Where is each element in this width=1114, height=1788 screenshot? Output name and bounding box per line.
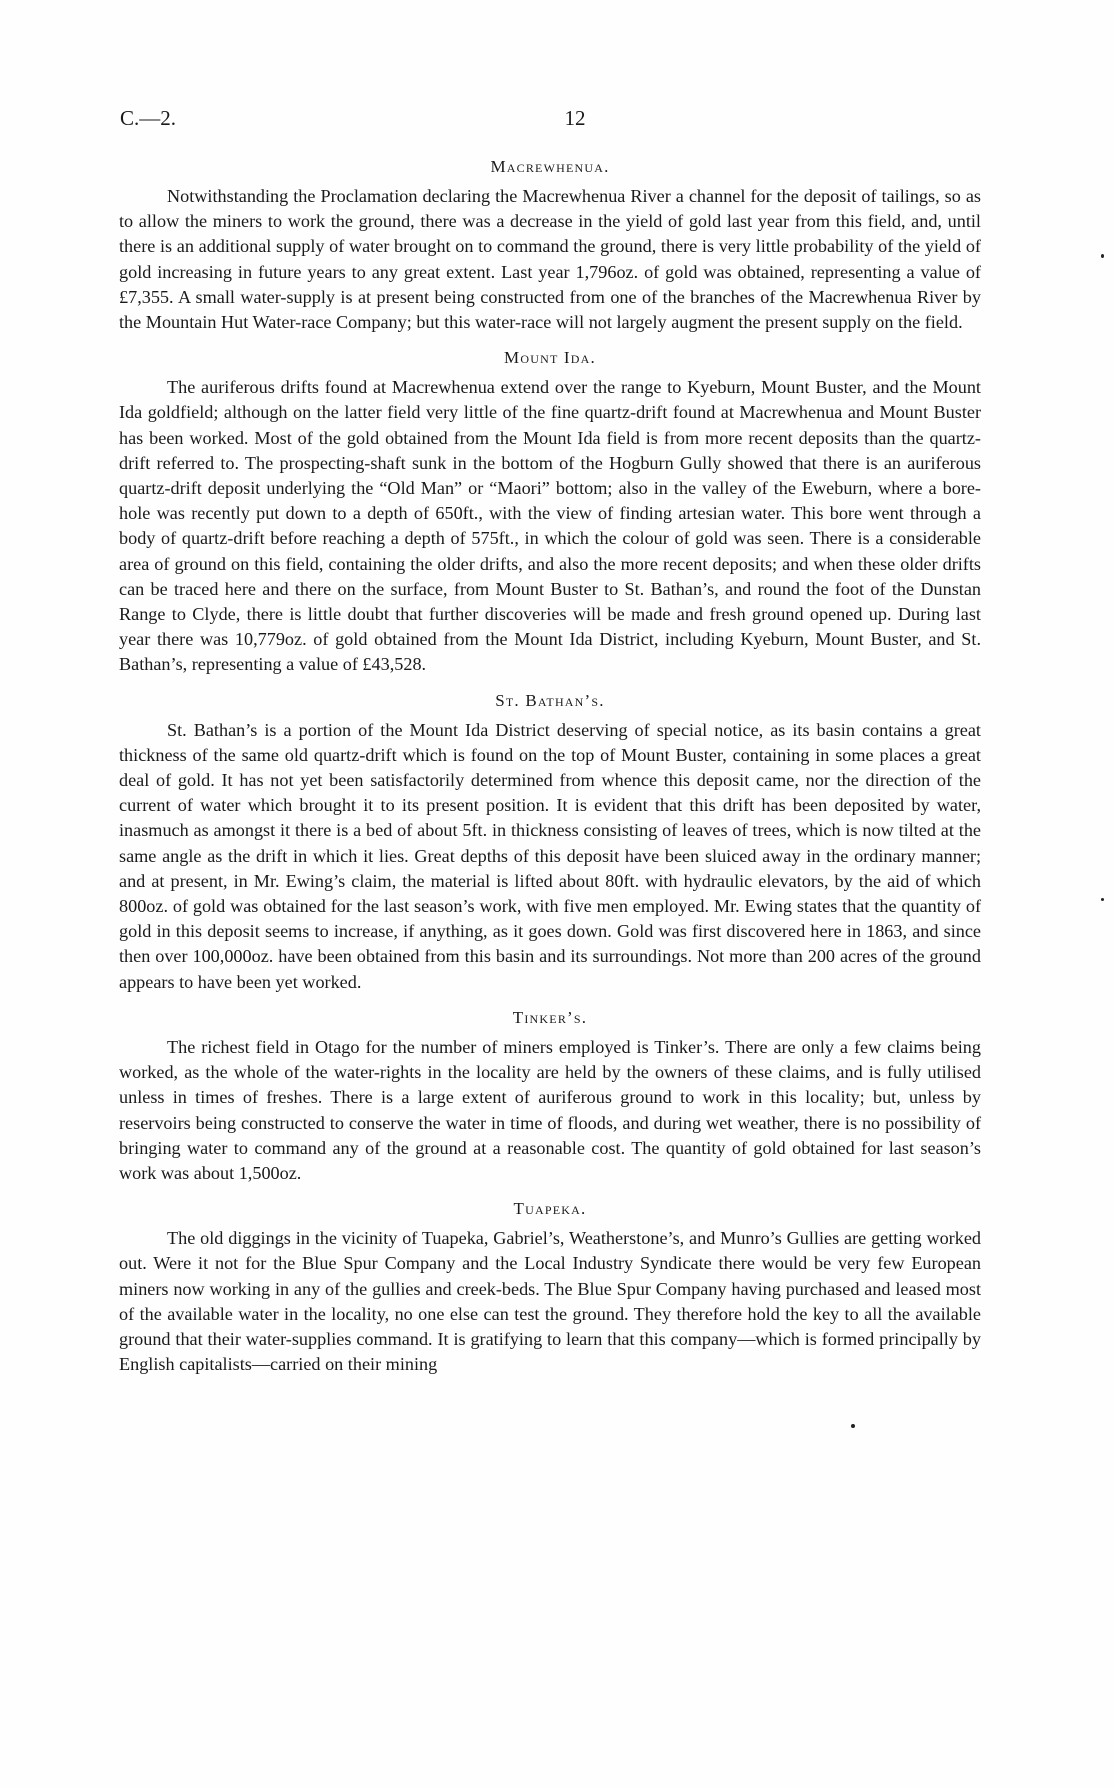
section-mount-ida — [119, 347, 981, 677]
document-reference: C.—2. — [120, 106, 177, 130]
section-tuapeka — [119, 1198, 981, 1377]
running-header — [120, 106, 980, 138]
section-paragraph: Notwithstanding the Proclamation declaring the Macrewhenua River a channel for the deposit of tailings, so as to allow the miners to work the ground, there was a decrease in the yield of gold last year from this field, and, until there is an additional supply of water brought on to command the ground, there is very little probability of the yield of gold increasing in future years to any great extent. Last year 1,796oz. of gold was obtained, representing a value of £7,355. A small water-supply is at present being constructed from one of the branches of the Macrewhenua River by the Mountain Hut Water-race Company; but this water-race will not largely augment the present supply on the field. — [119, 186, 981, 333]
section-st-bathans — [119, 690, 981, 995]
section-heading: Tinker’s. — [512, 1007, 588, 1027]
section-heading: Macrewhenua. — [490, 157, 610, 176]
section-macrewhenua — [119, 156, 981, 335]
section-heading: Tuapeka. — [513, 1199, 587, 1219]
ink-speck — [851, 1424, 855, 1428]
page-number: 12 — [564, 106, 586, 130]
section-paragraph: The old diggings in the vicinity of Tuapeka, Gabriel’s, Weatherstone’s, and Munro’s Gullies are getting worked out. Were it not for the Blue Spur Company and the Local Industry Syndicate there would be very few European miners now working in any of the gullies and creek-beds. The Blue Spur Company having purchased and leased most of the available water in the locality, no one else can test the ground. They therefore hold the key to all the available ground that their water-supplies command. It is gratifying to learn that this company—which is formed principally by English capitalists—carried on their mining — [119, 1228, 981, 1375]
section-paragraph: The richest field in Otago for the number of miners employed is Tinker’s. There are only a few claims being worked, as the whole of the water-rights in the locality are held by the owners of these claims, and is fully utilised unless in times of freshes. There is a large extent of auriferous ground to work in this locality; but, unless by reservoirs being constructed to conserve the water in time of floods, and during wet weather, there is no possibility of bringing water to command any of the ground at a reasonable cost. The quantity of gold obtained for last season’s work was about 1,500oz. — [119, 1036, 981, 1183]
section-tinkers — [119, 1007, 981, 1186]
section-paragraph: St. Bathan’s is a portion of the Mount Ida District deserving of special notice, as its basin contains a great thickness of the same old quartz-drift which is found on the top of Mount Buster, containing in some places a great deal of gold. It has not yet been satisfactorily determined from whence this deposit came, nor the direction of the current of water which brought it to its present position. It is evident that this drift has been deposited by water, inasmuch as amongst it there is a bed of about 5ft. in thickness consisting of leaves of trees, which is now tilted at the same angle as the drift in which it lies. Great depths of this deposit have been sluiced away in the ordinary manner; and at present, in Mr. Ewing’s claim, the material is lifted about 80ft. with hydraulic elevators, by the aid of which 800oz. of gold was obtained for the last season’s work, with five men employed. Mr. Ewing states that the quantity of gold in this deposit seems to increase, if anything, as it goes down. Gold was first discovered here in 1863, and since then over 100,000oz. have been obtained from this basin and its surroundings. Not more than 200 acres of the ground appears to have been yet worked. — [119, 719, 981, 992]
section-paragraph: The auriferous drifts found at Macrewhenua extend over the range to Kyeburn, Mount Buster, and the Mount Ida goldfield; although on the latter field very little of the fine quartz-drift found at Macrewhenua and Mount Buster has been worked. Most of the gold obtained from the Mount Ida field is from more recent deposits than the quartz-drift referred to. The prospecting-shaft sunk in the bottom of the Hogburn Gully showed that there is an auriferous quartz-drift deposit underlying the “Old Man” or “Maori” bottom; also in the valley of the Eweburn, where a bore-hole was recently put down to a depth of 650ft., with the view of finding artesian water. This bore went through a body of quartz-drift before reaching a depth of 575ft., in which the colour of gold was seen. There is a considerable area of ground on this field, containing the older drifts, and also the more recent deposits; and when these older drifts can be traced here and there on the surface, from Mount Buster to St. Bathan’s, and round the foot of the Dunstan Range to Clyde, there is little doubt that further discoveries will be made and fresh ground opened up. During last year there was 10,779oz. of gold obtained from the Mount Ida District, including Kyeburn, Mount Buster, and St. Bathan’s, representing a value of £43,528. — [119, 377, 981, 675]
body-text — [119, 156, 981, 1389]
ink-speck — [1101, 254, 1104, 258]
section-heading: Mount Ida. — [504, 348, 596, 368]
ink-speck — [1101, 898, 1104, 901]
section-heading: St. Bathan’s. — [495, 690, 605, 710]
